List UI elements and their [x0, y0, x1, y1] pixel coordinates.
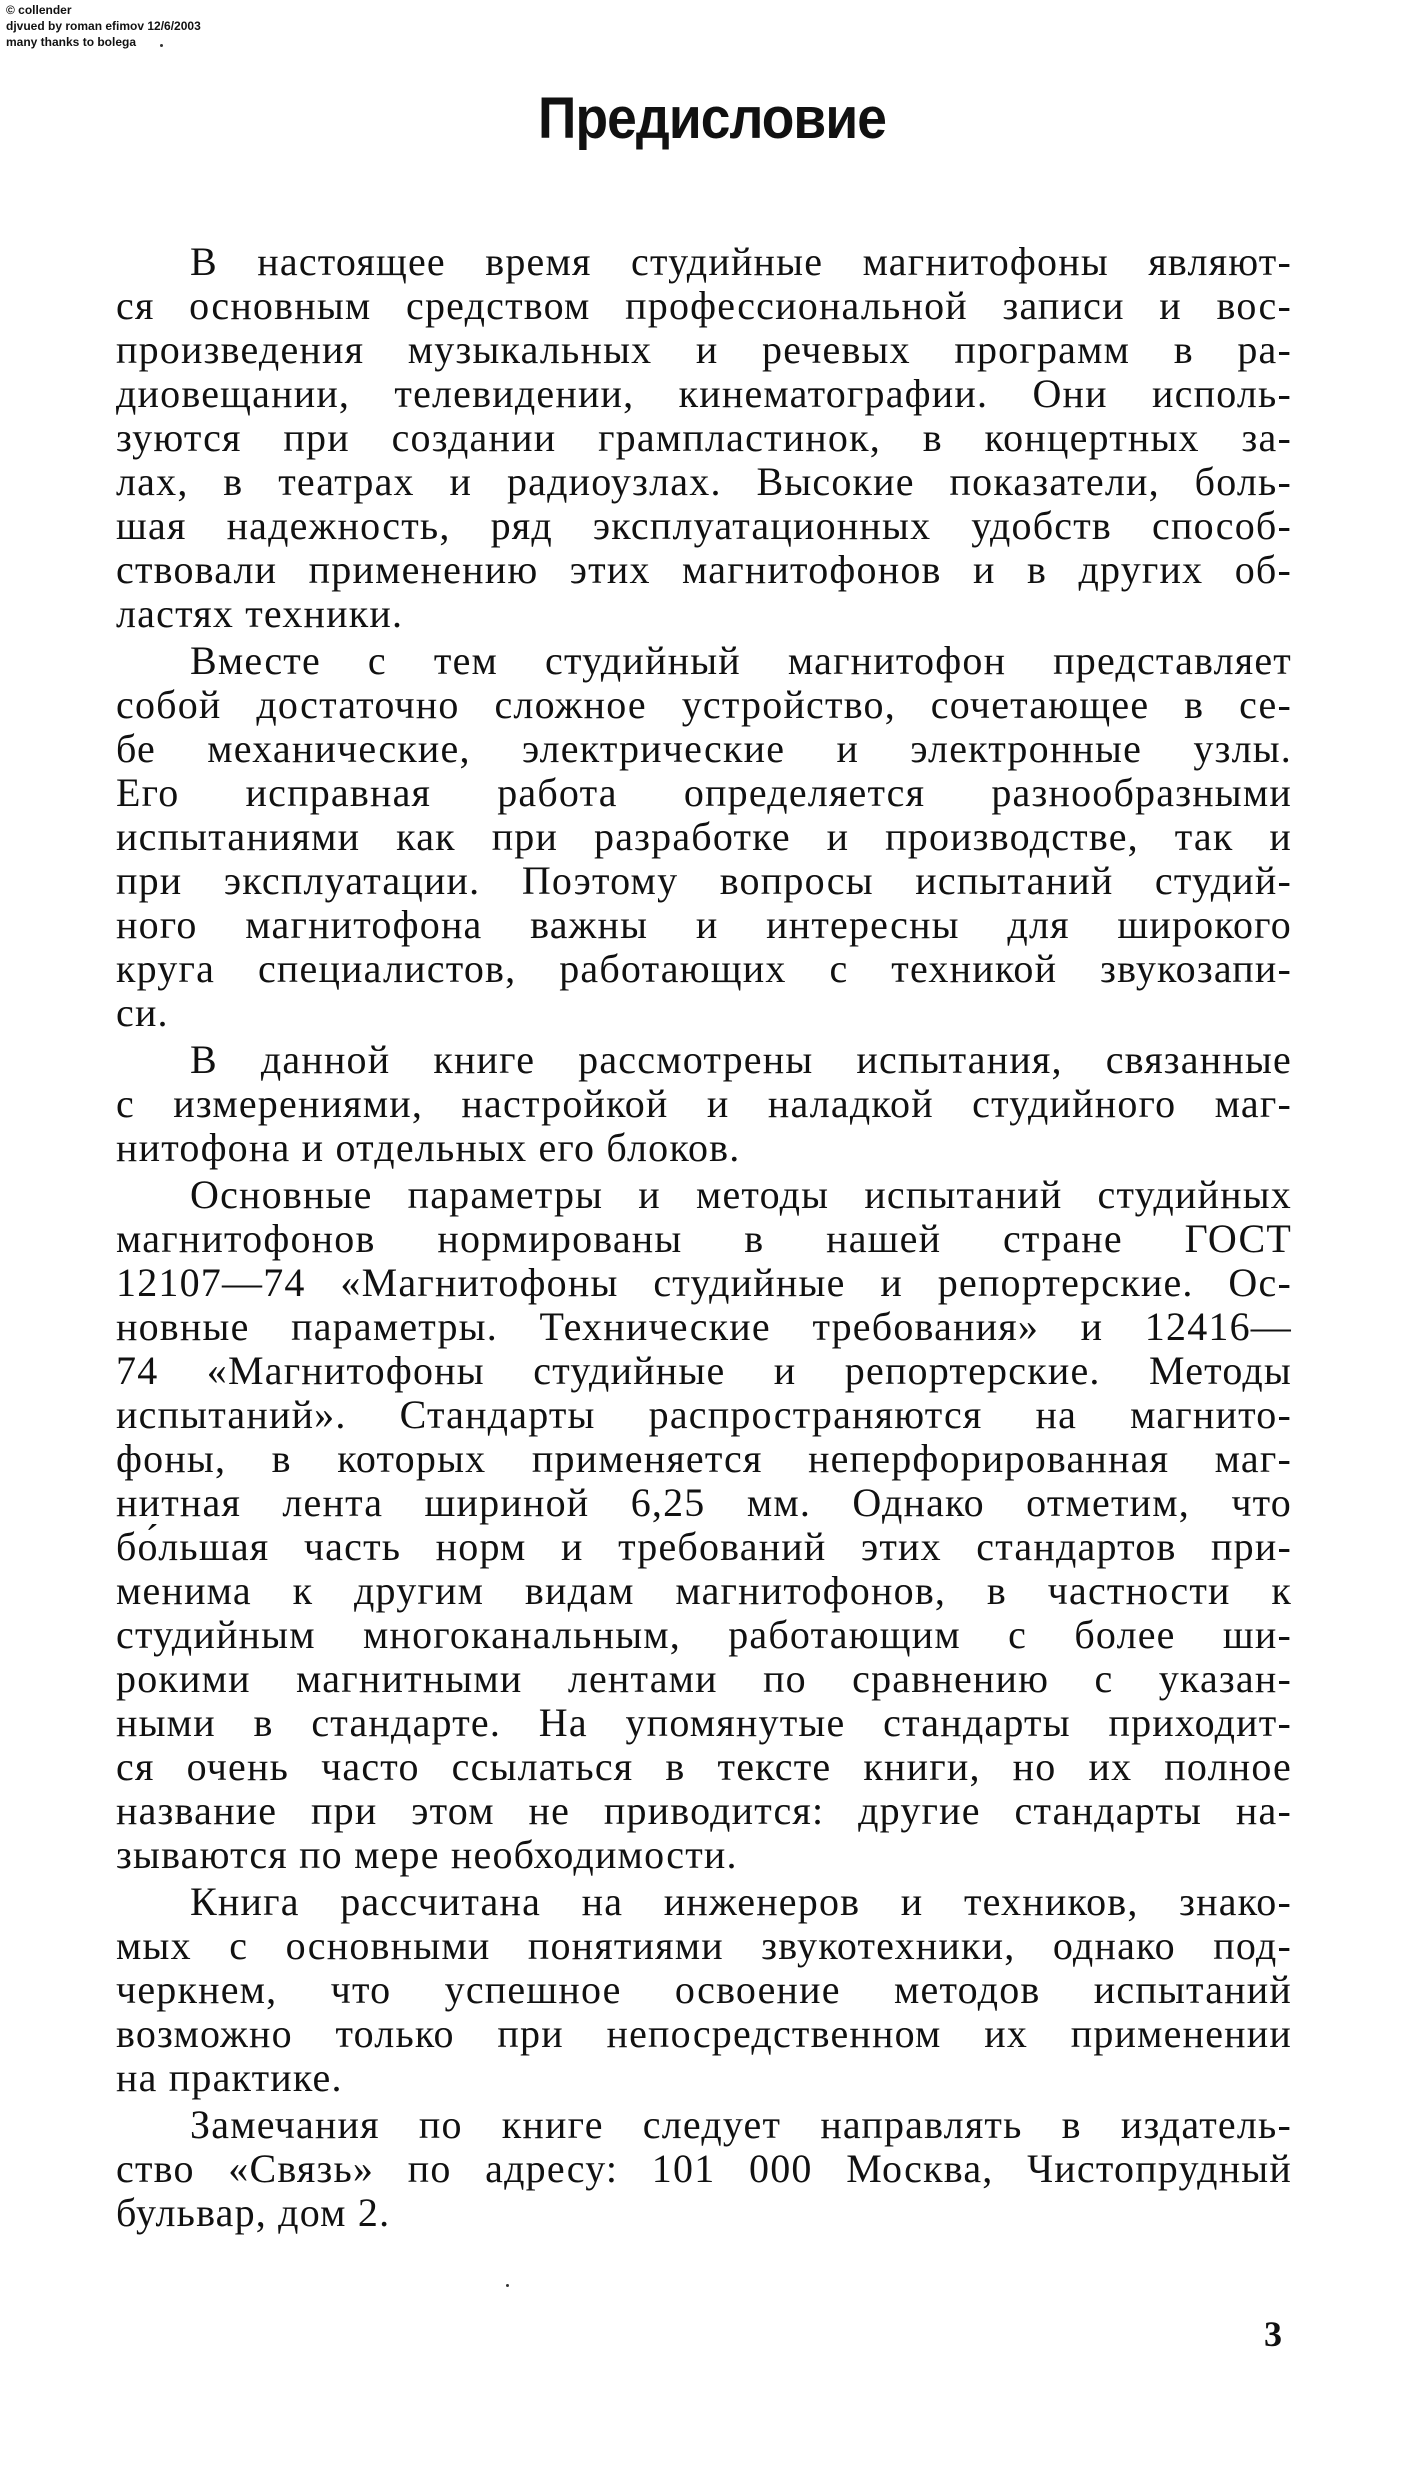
- text-line: Замечания по книге следует направлять в издатель-: [190, 2102, 1292, 2147]
- text-line: мых с основными понятиями звукотехники, однако под-: [116, 1923, 1292, 1968]
- text-line: ся очень часто ссылаться в тексте книги, но их полное: [116, 1744, 1292, 1789]
- text-line: произведения музыкальных и речевых программ в ра-: [116, 327, 1292, 372]
- text-line: диовещании, телевидении, кинематографии. Они исполь-: [116, 371, 1292, 416]
- credit-line: djvued by roman efimov 12/6/2003: [6, 19, 201, 33]
- text-line: менима к другим видам магнитофонов, в частности к: [116, 1568, 1292, 1613]
- paragraph: [116, 1038, 1292, 1170]
- paragraph: [116, 639, 1292, 1035]
- paragraph: [116, 2103, 1292, 2235]
- text-line: бо́льшая часть норм и требований этих стандартов при-: [116, 1524, 1292, 1569]
- text-line: на практике.: [116, 2055, 343, 2100]
- text-line: магнитофонов нормированы в нашей стране ГОСТ: [116, 1216, 1292, 1261]
- text-line: ся основным средством профессиональной записи и вос-: [116, 283, 1292, 328]
- text-line: бе механические, электрические и электронные узлы.: [116, 726, 1292, 771]
- text-line: фоны, в которых применяется неперфорированная маг-: [116, 1436, 1292, 1481]
- page-title: Предисловие: [538, 86, 886, 151]
- text-line: ластях техники.: [116, 591, 404, 636]
- text-line: зываются по мере необходимости.: [116, 1832, 738, 1877]
- text-line: черкнем, что успешное освоение методов испытаний: [116, 1967, 1292, 2012]
- text-line: В данной книге рассмотрены испытания, связанные: [190, 1037, 1292, 1082]
- text-line: Основные параметры и методы испытаний студийных: [190, 1172, 1292, 1217]
- text-line: собой достаточно сложное устройство, сочетающее в се-: [116, 682, 1292, 727]
- text-line: ство «Связь» по адресу: 101 000 Москва, Чистопрудный: [116, 2146, 1292, 2191]
- text-line: нитная лента шириной 6,25 мм. Однако отметим, что: [116, 1480, 1292, 1525]
- scan-speck: [160, 44, 163, 47]
- text-line: Книга рассчитана на инженеров и техников, знако-: [190, 1879, 1292, 1924]
- text-line: новные параметры. Технические требования» и 12416—: [116, 1304, 1292, 1349]
- text-line: 74 «Магнитофоны студийные и репортерские. Методы: [116, 1348, 1292, 1393]
- scan-speck: [506, 2284, 509, 2287]
- paragraph: [116, 240, 1292, 636]
- credit-line: many thanks to bolega: [6, 35, 137, 49]
- text-line: студийным многоканальным, работающим с более ши-: [116, 1612, 1292, 1657]
- text-line: ствовали применению этих магнитофонов и в других об-: [116, 547, 1292, 592]
- text-line: си.: [116, 990, 169, 1035]
- text-line: рокими магнитными лентами по сравнению с указан-: [116, 1656, 1292, 1701]
- preface-body: [116, 240, 1292, 2238]
- page-number: 3: [1264, 2314, 1282, 2354]
- text-line: название при этом не приводится: другие стандарты на-: [116, 1788, 1292, 1833]
- text-line: ного магнитофона важны и интересны для широкого: [116, 902, 1292, 947]
- text-line: бульвар, дом 2.: [116, 2190, 391, 2235]
- text-line: ными в стандарте. На упомянутые стандарты приходит-: [116, 1700, 1292, 1745]
- text-line: зуются при создании грампластинок, в концертных за-: [116, 415, 1292, 460]
- scan-credits: [6, 2, 201, 50]
- text-line: В настоящее время студийные магнитофоны являют-: [190, 239, 1292, 284]
- text-line: испытаний». Стандарты распространяются на магнито-: [116, 1392, 1292, 1437]
- text-line: круга специалистов, работающих с техникой звукозапи-: [116, 946, 1292, 991]
- text-line: возможно только при непосредственном их применении: [116, 2011, 1292, 2056]
- text-line: Вместе с тем студийный магнитофон представляет: [190, 638, 1292, 683]
- text-line: нитофона и отдельных его блоков.: [116, 1125, 741, 1170]
- text-line: 12107—74 «Магнитофоны студийные и репортерские. Ос-: [116, 1260, 1292, 1305]
- credit-line: © collender: [6, 3, 72, 17]
- text-line: Его исправная работа определяется разнообразными: [116, 770, 1292, 815]
- text-line: при эксплуатации. Поэтому вопросы испытаний студий-: [116, 858, 1292, 903]
- paragraph: [116, 1880, 1292, 2100]
- text-line: с измерениями, настройкой и наладкой студийного маг-: [116, 1081, 1292, 1126]
- paragraph: [116, 1173, 1292, 1877]
- text-line: испытаниями как при разработке и производстве, так и: [116, 814, 1292, 859]
- text-line: лах, в театрах и радиоузлах. Высокие показатели, боль-: [116, 459, 1292, 504]
- text-line: шая надежность, ряд эксплуатационных удобств способ-: [116, 503, 1292, 548]
